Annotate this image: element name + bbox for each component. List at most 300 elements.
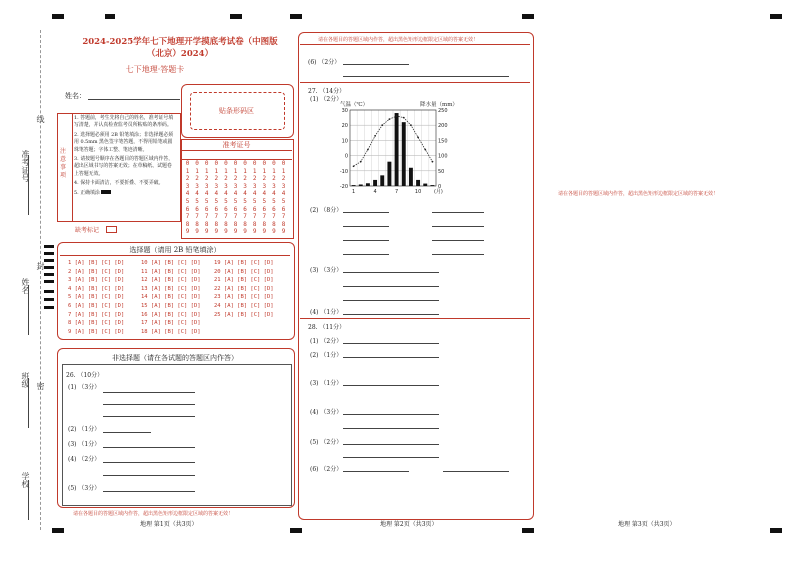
- q26-part5: (5) （3分）: [68, 485, 101, 492]
- exam-no-digit-bubble[interactable]: 2: [262, 175, 267, 183]
- q28-part4: (4) （3分）: [310, 409, 343, 416]
- bottom-warning: 请在各题目的答题区域内作答，超出黑色矩形边框限定区域的答案无效！: [73, 511, 234, 517]
- chart-left-tick-label: 20: [341, 123, 348, 130]
- filled-bubble-example: [101, 190, 111, 194]
- chart-temp-point: [432, 161, 434, 163]
- registration-mark: [770, 14, 782, 19]
- answer-line[interactable]: [343, 414, 439, 415]
- choice-question-row[interactable]: 21 [A] [B] [C] [D]: [214, 277, 274, 284]
- chart-precip-bar: [402, 122, 406, 186]
- answer-line[interactable]: [343, 240, 389, 241]
- timing-mark: [44, 298, 54, 301]
- top-warning: 请在各题目的答题区域内作答，超出黑色矩形边框限定区域的答案无效！: [318, 37, 479, 43]
- choice-question-row[interactable]: 10 [A] [B] [C] [D]: [141, 260, 201, 266]
- choice-question-row[interactable]: 25 [A] [B] [C] [D]: [214, 311, 274, 318]
- chart-x-tick-label: 1: [351, 189, 356, 195]
- exam-no-digit-bubble[interactable]: 0: [262, 160, 267, 167]
- exam-no-digit-bubble[interactable]: 3: [214, 182, 219, 190]
- exam-no-digit-bubble[interactable]: 0: [233, 160, 238, 167]
- exam-no-digit-bubble[interactable]: 8: [204, 220, 209, 228]
- chart-precip-bar: [373, 180, 377, 186]
- note-item: [74, 190, 176, 197]
- exam-no-digit-bubble[interactable]: 3: [233, 182, 238, 190]
- answer-line[interactable]: [432, 240, 484, 241]
- q27-part1: (1) （2分）: [310, 96, 343, 103]
- exam-no-digit-bubble[interactable]: 6: [272, 205, 276, 213]
- exam-no-digit-bubble[interactable]: 6: [262, 205, 267, 213]
- answer-line[interactable]: [432, 212, 484, 213]
- exam-no-digit-bubble[interactable]: 4: [233, 190, 238, 198]
- exam-no-digit-bubble[interactable]: 9: [252, 228, 257, 236]
- exam-no-digit-bubble[interactable]: 5: [204, 197, 209, 205]
- chart-left-tick-label: 0: [344, 153, 348, 160]
- exam-no-digit-bubble[interactable]: 3: [252, 182, 257, 190]
- exam-no-digit-bubble[interactable]: 8: [243, 220, 247, 228]
- registration-mark: [230, 14, 242, 19]
- choice-question-row[interactable]: 5 [A] [B] [C] [D]: [68, 294, 125, 301]
- answer-line[interactable]: [343, 444, 439, 445]
- q26-part2: (2) （1分）: [68, 426, 101, 433]
- exam-no-digit-bubble[interactable]: 0: [243, 160, 247, 167]
- chart-precip-bar: [352, 185, 356, 186]
- name-field[interactable]: [88, 99, 180, 100]
- timing-mark: [44, 280, 54, 283]
- exam-no-digit-bubble[interactable]: 6: [233, 205, 238, 213]
- registration-mark: [52, 528, 64, 533]
- choice-question-row[interactable]: 18 [A] [B] [C] [D]: [141, 328, 201, 335]
- choice-question-row[interactable]: 19 [A] [B] [C] [D]: [214, 260, 274, 266]
- registration-mark: [522, 528, 534, 533]
- exam-no-digit-bubble[interactable]: 5: [185, 197, 190, 205]
- exam-no-digit-bubble[interactable]: 1: [204, 167, 209, 175]
- exam-no-digit-bubble[interactable]: 1: [214, 167, 219, 175]
- answer-line[interactable]: [343, 428, 439, 429]
- choice-question-row[interactable]: 12 [A] [B] [C] [D]: [141, 277, 201, 284]
- chart-temp-point: [417, 136, 419, 138]
- exam-no-digit-bubble[interactable]: 3: [185, 182, 190, 190]
- exam-no-digit-bubble[interactable]: 0: [204, 160, 209, 167]
- exam-no-digit-bubble[interactable]: 9: [185, 228, 190, 236]
- chart-precip-bar: [430, 185, 434, 186]
- chart-temp-point: [410, 124, 412, 126]
- exam-no-digit-column[interactable]: [242, 160, 249, 236]
- page-title-line2: （北京）2024）: [146, 49, 214, 59]
- chart-temp-point: [396, 115, 398, 117]
- exam-no-digit-bubble[interactable]: 3: [195, 182, 199, 190]
- page-footer: 地理 第3页（共3页）: [618, 521, 676, 528]
- exam-no-digit-bubble[interactable]: 3: [272, 182, 276, 190]
- chart-precip-bar: [387, 162, 391, 186]
- exam-no-digit-bubble[interactable]: 3: [204, 182, 209, 190]
- choice-question-row[interactable]: 15 [A] [B] [C] [D]: [141, 303, 201, 309]
- exam-no-digit-column[interactable]: [251, 160, 258, 236]
- q26-title: 26. （10分）: [66, 372, 104, 379]
- side-underline: [28, 155, 29, 215]
- exam-no-digit-bubble[interactable]: 4: [224, 190, 228, 198]
- chart-left-tick-label: 30: [341, 108, 348, 114]
- note-item: 1. 答题前，考生先将自己的姓名，准考证号填写清楚，并认真检查监考员所粘贴的条形码。: [74, 115, 174, 129]
- choice-question-row[interactable]: 9 [A] [B] [C] [D]: [68, 328, 125, 335]
- exam-no-digit-bubble[interactable]: 8: [185, 220, 190, 228]
- exam-no-digit-bubble[interactable]: 1: [252, 167, 257, 175]
- chart-right-tick-label: 150: [438, 138, 448, 145]
- answer-line[interactable]: [343, 300, 439, 301]
- note-item: 4. 保持卡面清洁，不要折叠、不要弄破。: [74, 180, 164, 187]
- chart-precip-bar: [395, 113, 399, 186]
- exam-no-digit-bubble[interactable]: 8: [233, 220, 238, 228]
- q26-part4: (4) （2分）: [68, 456, 101, 463]
- name-label: 姓名：: [65, 92, 86, 100]
- exam-no-digit-column[interactable]: [213, 160, 220, 236]
- exam-no-digit-bubble[interactable]: 6: [252, 205, 257, 213]
- q28-part1: (1) （2分）: [310, 338, 343, 345]
- exam-no-digit-bubble[interactable]: 4: [195, 190, 199, 198]
- chart-temp-point: [374, 135, 376, 137]
- answer-line[interactable]: [103, 432, 151, 433]
- exam-no-digit-bubble[interactable]: 0: [185, 160, 190, 167]
- exam-no-digit-bubble[interactable]: 8: [272, 220, 276, 228]
- registration-mark: [290, 14, 302, 19]
- exam-no-digit-bubble[interactable]: 7: [272, 213, 276, 221]
- exam-no-digit-bubble[interactable]: 2: [243, 175, 247, 183]
- exam-no-digit-bubble[interactable]: 5: [233, 197, 238, 205]
- note-item: 3. 请按题号顺序在各题目的答题区域内作答，超出区域书写的答案无效；在草稿纸、试题卷上答题无效。: [74, 156, 174, 177]
- q28-part5: (5) （2分）: [310, 439, 343, 446]
- side-label-school: 学校: [21, 472, 30, 488]
- answer-line[interactable]: [343, 343, 439, 344]
- chart-right-tick-label: 250: [438, 108, 448, 114]
- exam-no-digit-bubble[interactable]: 2: [252, 175, 257, 183]
- exam-no-digit-bubble[interactable]: 6: [224, 205, 228, 213]
- answer-line[interactable]: [343, 64, 409, 65]
- choice-title: 选择题（请用 2B 铅笔填涂）: [129, 246, 221, 254]
- chart-x-tick-label: (月): [433, 189, 443, 195]
- exam-no-digit-bubble[interactable]: 9: [281, 228, 286, 236]
- sheet2-rule: [300, 44, 530, 45]
- side-mark-line: 线: [36, 115, 45, 123]
- answer-line[interactable]: [343, 286, 439, 287]
- q26-part1: (1) （3分）: [68, 384, 101, 391]
- chart-precip-bar: [380, 175, 384, 186]
- climate-chart: [330, 106, 470, 200]
- exam-no-digit-bubble[interactable]: 7: [243, 213, 247, 221]
- exam-no-digit-bubble[interactable]: 7: [281, 213, 286, 221]
- timing-mark: [44, 245, 54, 248]
- choice-question-row[interactable]: 3 [A] [B] [C] [D]: [68, 277, 125, 284]
- chart-temp-point: [403, 117, 405, 119]
- exam-no-digit-bubble[interactable]: 1: [243, 167, 247, 175]
- exam-no-digit-column[interactable]: [232, 160, 239, 236]
- choice-question-row[interactable]: 8 [A] [B] [C] [D]: [68, 320, 125, 327]
- exam-no-digit-bubble[interactable]: 2: [281, 175, 286, 183]
- exam-no-digit-bubble[interactable]: 2: [272, 175, 276, 183]
- choice-question-row[interactable]: 13 [A] [B] [C] [D]: [141, 285, 201, 292]
- choice-question-row[interactable]: 4 [A] [B] [C] [D]: [68, 285, 125, 292]
- answer-line[interactable]: [343, 254, 389, 255]
- exam-no-digit-bubble[interactable]: 4: [281, 190, 286, 198]
- chart-precip-bar: [416, 180, 420, 186]
- exam-no-digit-bubble[interactable]: 8: [195, 220, 199, 228]
- exam-no-digit-bubble[interactable]: 4: [252, 190, 257, 198]
- nonchoice-title: 非选择题（请在各试题的答题区内作答）: [112, 354, 238, 362]
- q26-bottom-rule: [300, 82, 530, 83]
- timing-mark: [44, 273, 54, 276]
- exam-no-digit-bubble[interactable]: 2: [185, 175, 190, 183]
- exam-no-digit-bubble[interactable]: 0: [195, 160, 199, 167]
- choice-question-row[interactable]: 20 [A] [B] [C] [D]: [214, 268, 274, 275]
- exam-no-digit-bubble[interactable]: 3: [281, 182, 286, 190]
- choice-question-row[interactable]: 23 [A] [B] [C] [D]: [214, 294, 274, 301]
- chart-x-tick-label: 7: [394, 189, 399, 195]
- q26-part3: (3) （1分）: [68, 441, 101, 448]
- exam-no-digit-bubble[interactable]: 3: [262, 182, 267, 190]
- exam-no-digit-bubble[interactable]: 9: [243, 228, 247, 236]
- exam-no-digit-bubble[interactable]: 3: [224, 182, 228, 190]
- answer-line[interactable]: [343, 76, 509, 77]
- chart-precip-bar: [366, 183, 370, 186]
- choice-question-row[interactable]: 6 [A] [B] [C] [D]: [68, 303, 125, 309]
- exam-no-digit-bubble[interactable]: 8: [281, 220, 286, 228]
- exam-no-digit-bubble[interactable]: 0: [281, 160, 286, 167]
- exam-no-digit-bubble[interactable]: 1: [233, 167, 238, 175]
- answer-line[interactable]: [343, 457, 439, 458]
- answer-line[interactable]: [443, 471, 509, 472]
- exam-no-digit-bubble[interactable]: 5: [195, 197, 199, 205]
- side-mark-seal: 封: [36, 262, 45, 270]
- chart-left-title: 气温（℃）: [340, 102, 369, 108]
- page-title: [60, 36, 300, 60]
- answer-line[interactable]: [343, 385, 439, 386]
- exam-no-digit-bubble[interactable]: 5: [272, 197, 276, 205]
- timing-mark: [44, 290, 54, 293]
- exam-no-digit-bubble[interactable]: 5: [243, 197, 247, 205]
- exam-no-digit-bubble[interactable]: 5: [262, 197, 267, 205]
- binding-line: [40, 30, 41, 530]
- answer-line[interactable]: [103, 462, 195, 463]
- answer-line[interactable]: [103, 416, 195, 417]
- exam-no-digit-column[interactable]: [280, 160, 287, 236]
- exam-no-digit-bubble[interactable]: 4: [243, 190, 247, 198]
- exam-no-digit-bubble[interactable]: 1: [224, 167, 228, 175]
- exam-no-digit-bubble[interactable]: 9: [204, 228, 209, 236]
- q27-part3: (3) （3分）: [310, 267, 343, 274]
- chart-right-tick-label: 50: [438, 168, 445, 175]
- answer-line[interactable]: [432, 226, 484, 227]
- answer-line[interactable]: [432, 254, 484, 255]
- choice-question-row[interactable]: 16 [A] [B] [C] [D]: [141, 311, 201, 318]
- exam-no-digit-bubble[interactable]: 1: [185, 167, 190, 175]
- chart-right-title: 降水量（mm）: [420, 102, 458, 108]
- absent-label: 缺考标记: [75, 227, 100, 234]
- exam-no-digit-bubble[interactable]: 2: [224, 175, 228, 183]
- absent-box[interactable]: [106, 226, 117, 233]
- chart-x-tick-label: 4: [373, 189, 377, 195]
- exam-no-digit-bubble[interactable]: 2: [204, 175, 209, 183]
- chart-left-tick-label: 10: [341, 138, 348, 145]
- exam-no-digit-bubble[interactable]: 4: [185, 190, 190, 198]
- exam-no-digit-bubble[interactable]: 6: [185, 205, 190, 213]
- exam-no-digit-bubble[interactable]: 8: [262, 220, 267, 228]
- q28-part6: (6) （2分）: [310, 466, 343, 473]
- side-mark-secret: 密: [36, 382, 45, 390]
- exam-no-digit-bubble[interactable]: 1: [195, 167, 199, 175]
- chart-precip-bar: [409, 168, 413, 186]
- sheet3-warning: 请在各题目的答题区域内作答，超出黑色矩形边框限定区域的答案无效！: [558, 191, 719, 197]
- exam-no-digit-bubble[interactable]: 4: [214, 190, 219, 198]
- chart-x-tick-label: 10: [414, 189, 422, 195]
- registration-mark: [770, 528, 782, 533]
- choice-question-row[interactable]: 17 [A] [B] [C] [D]: [141, 320, 201, 327]
- exam-no-digit-bubble[interactable]: 9: [272, 228, 276, 236]
- exam-no-digit-bubble[interactable]: 1: [272, 167, 276, 175]
- chart-temp-point: [360, 161, 362, 163]
- exam-no-digit-bubble[interactable]: 9: [195, 228, 199, 236]
- exam-no-digit-bubble[interactable]: 6: [281, 205, 286, 213]
- exam-no-digit-bubble[interactable]: 3: [243, 182, 247, 190]
- exam-no-digit-column[interactable]: [270, 160, 277, 236]
- chart-temp-point: [353, 165, 355, 167]
- exam-no-digit-bubble[interactable]: 7: [252, 213, 257, 221]
- exam-no-digit-bubble[interactable]: 4: [262, 190, 267, 198]
- answer-line[interactable]: [103, 491, 195, 492]
- exam-no-digit-bubble[interactable]: 5: [224, 197, 228, 205]
- chart-right-tick-label: 200: [438, 123, 448, 130]
- exam-no-digit-bubble[interactable]: 5: [214, 197, 219, 205]
- chart-precip-bar: [359, 184, 363, 186]
- q27-part2: (2) （8分）: [310, 207, 343, 214]
- side-label-name: 姓名: [21, 278, 30, 294]
- timing-mark: [44, 306, 54, 309]
- choice-question-row[interactable]: 1 [A] [B] [C] [D]: [68, 260, 125, 266]
- q27-title: 27. （14分）: [308, 88, 346, 95]
- exam-no-digit-bubble[interactable]: 2: [214, 175, 219, 183]
- exam-no-digit-bubble[interactable]: 1: [281, 167, 286, 175]
- exam-no-digit-bubble[interactable]: 8: [214, 220, 219, 228]
- choice-question-row[interactable]: 24 [A] [B] [C] [D]: [214, 303, 274, 309]
- exam-no-digit-bubble[interactable]: 7: [262, 213, 267, 221]
- chart-left-tick-label: -10: [339, 168, 348, 175]
- exam-no-digit-bubble[interactable]: 0: [272, 160, 276, 167]
- chart-left-tick-label: -20: [339, 184, 348, 190]
- choice-question-row[interactable]: 2 [A] [B] [C] [D]: [68, 268, 125, 275]
- answer-line[interactable]: [343, 314, 439, 315]
- exam-no-digit-bubble[interactable]: 9: [224, 228, 228, 236]
- registration-mark: [52, 14, 64, 19]
- side-label-exam-no: 准考证号: [21, 150, 30, 182]
- chart-right-tick-label: 0: [438, 184, 442, 190]
- note-fill-example-label: 5. 正确填涂: [74, 189, 100, 196]
- choice-question-row[interactable]: 7 [A] [B] [C] [D]: [68, 311, 125, 318]
- exam-no-label: 准考证号: [222, 141, 251, 149]
- exam-no-digit-bubble[interactable]: 7: [233, 213, 238, 221]
- choice-title-rule: [60, 255, 290, 256]
- exam-no-digit-bubble[interactable]: 0: [224, 160, 228, 167]
- q26-part6: (6) （2分）: [308, 59, 341, 66]
- registration-mark: [290, 528, 302, 533]
- exam-no-digit-bubble[interactable]: 6: [214, 205, 219, 213]
- barcode-label: 贴条形码区: [219, 107, 254, 115]
- exam-no-digit-bubble[interactable]: 1: [262, 167, 267, 175]
- side-underline: [28, 480, 29, 520]
- exam-no-digit-bubble[interactable]: 5: [281, 197, 286, 205]
- exam-no-digit-bubble[interactable]: 4: [272, 190, 276, 198]
- exam-no-digit-bubble[interactable]: 8: [224, 220, 228, 228]
- q27-bottom-rule: [300, 318, 530, 319]
- timing-mark: [44, 252, 54, 255]
- exam-no-digit-bubble[interactable]: 6: [204, 205, 209, 213]
- answer-line[interactable]: [343, 212, 389, 213]
- exam-no-digit-column[interactable]: [222, 160, 229, 236]
- exam-no-digit-bubble[interactable]: 2: [233, 175, 238, 183]
- exam-no-digit-bubble[interactable]: 9: [214, 228, 219, 236]
- choice-question-row[interactable]: 22 [A] [B] [C] [D]: [214, 285, 274, 292]
- exam-no-digit-bubble[interactable]: 2: [195, 175, 199, 183]
- page-footer: 地理 第2页（共3页）: [380, 521, 438, 528]
- exam-no-digit-bubble[interactable]: 7: [195, 213, 199, 221]
- side-underline: [28, 285, 29, 335]
- answer-line[interactable]: [343, 226, 389, 227]
- exam-no-digit-bubble[interactable]: 0: [214, 160, 219, 167]
- exam-no-digit-bubble[interactable]: 5: [252, 197, 257, 205]
- exam-no-digit-bubble[interactable]: 9: [262, 228, 267, 236]
- page-title-line1: 2024-2025学年七下地理开学摸底考试卷（中图版: [82, 37, 278, 47]
- answer-line[interactable]: [343, 357, 439, 358]
- q28-part3: (3) （1分）: [310, 380, 343, 387]
- answer-line[interactable]: [103, 475, 195, 476]
- exam-no-digit-bubble[interactable]: 0: [252, 160, 257, 167]
- q28-title: 28. （11分）: [308, 324, 346, 331]
- note-item: 2. 选择题必须用 2B 铅笔填涂；非选择题必须用 0.5mm 黑色签字笔答题，不得用铅笔或圆珠笔答题；字体工整、笔迹清晰。: [74, 131, 174, 153]
- exam-no-digit-bubble[interactable]: 7: [224, 213, 228, 221]
- exam-no-digit-bubble[interactable]: 9: [233, 228, 238, 236]
- exam-no-entry-row[interactable]: [181, 150, 292, 160]
- exam-no-digit-bubble[interactable]: 7: [185, 213, 190, 221]
- page-subtitle: 七下地理·答题卡: [125, 65, 185, 74]
- exam-no-digit-column[interactable]: [261, 160, 268, 236]
- chart-temp-point: [381, 124, 383, 126]
- exam-no-digit-bubble[interactable]: 7: [204, 213, 209, 221]
- exam-no-digit-bubble[interactable]: 6: [195, 205, 199, 213]
- exam-no-digit-bubble[interactable]: 8: [252, 220, 257, 228]
- answer-line[interactable]: [343, 272, 439, 273]
- answer-line[interactable]: [103, 447, 195, 448]
- exam-no-digit-bubble[interactable]: 7: [214, 213, 219, 221]
- registration-mark: [105, 14, 115, 19]
- notes-title: 注意事项: [60, 148, 67, 179]
- side-underline: [28, 378, 29, 428]
- registration-mark: [522, 14, 534, 19]
- exam-no-digit-column[interactable]: [203, 160, 210, 236]
- choice-question-row[interactable]: 14 [A] [B] [C] [D]: [141, 294, 201, 301]
- notes-list: [74, 115, 176, 197]
- page-footer: 地理 第1页（共3页）: [140, 521, 198, 528]
- exam-no-digit-bubble[interactable]: 4: [204, 190, 209, 198]
- q27-part4: (4) （1分）: [310, 309, 343, 316]
- chart-precip-bar: [423, 184, 427, 186]
- answer-line[interactable]: [103, 392, 195, 393]
- chart-temp-point: [424, 149, 426, 151]
- chart-right-tick-label: 100: [438, 153, 448, 160]
- exam-no-digit-bubble[interactable]: 6: [243, 205, 247, 213]
- q28-part2: (2) （1分）: [310, 352, 343, 359]
- exam-no-digit-column[interactable]: [194, 160, 201, 236]
- answer-line[interactable]: [343, 471, 409, 472]
- choice-question-row[interactable]: 11 [A] [B] [C] [D]: [141, 268, 201, 275]
- chart-temp-point: [367, 149, 369, 151]
- chart-temp-point: [389, 118, 391, 120]
- answer-line[interactable]: [103, 404, 195, 405]
- exam-no-digit-column[interactable]: [184, 160, 191, 236]
